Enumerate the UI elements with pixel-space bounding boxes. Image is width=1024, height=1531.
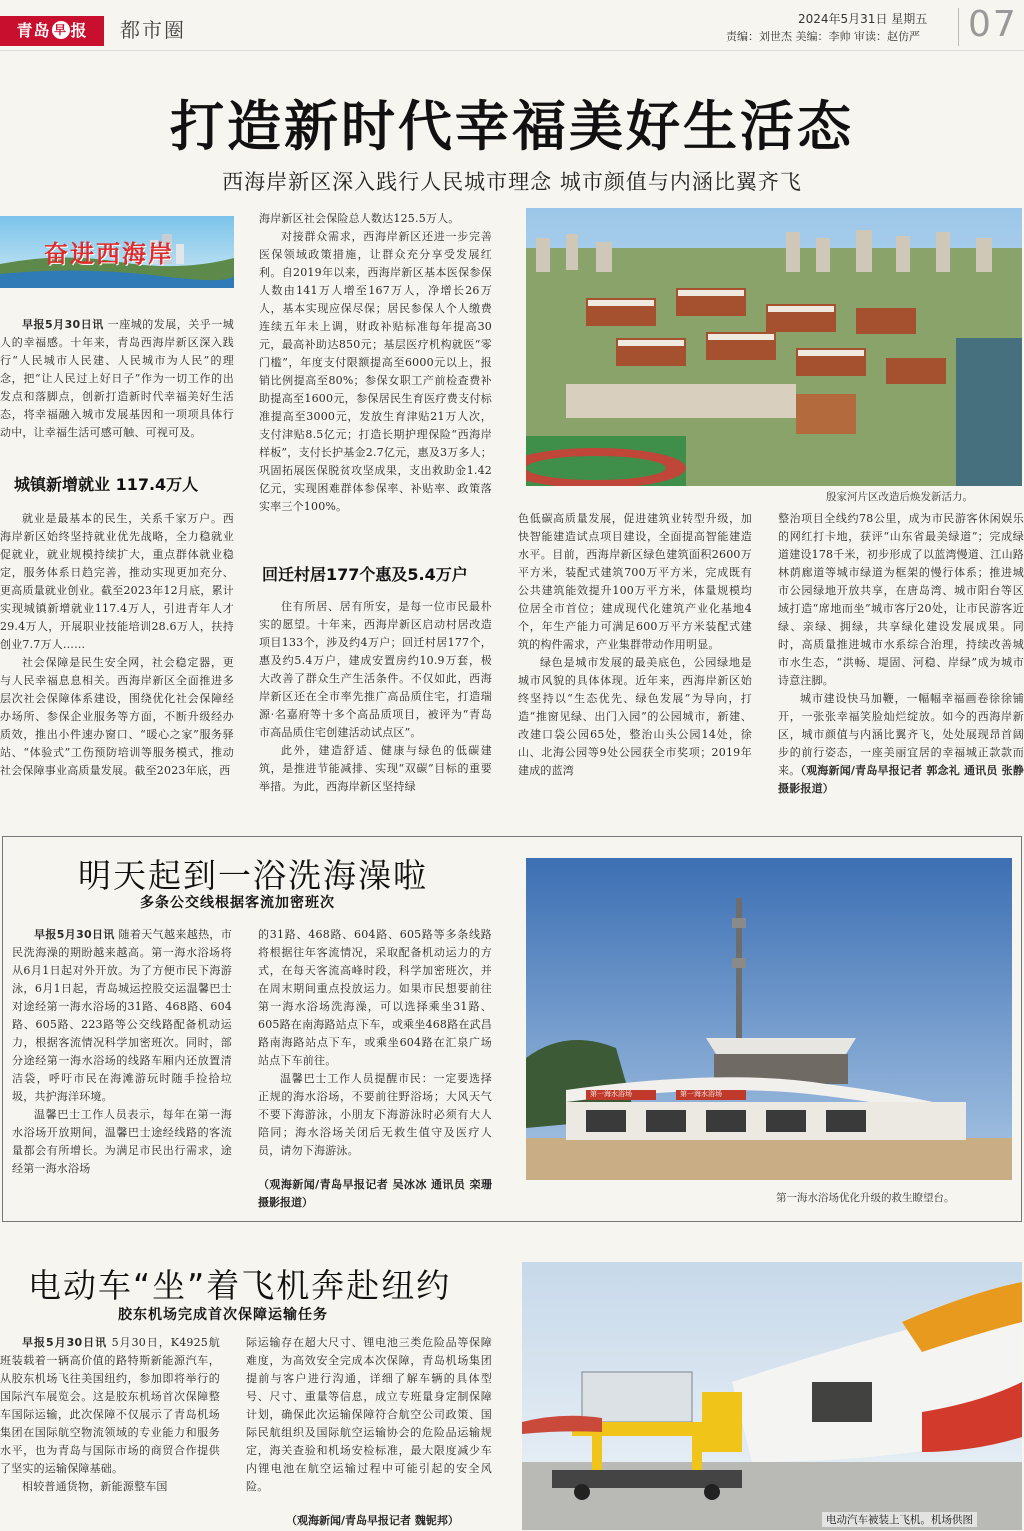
beach-lead: 早报5月30日讯 [34, 928, 115, 941]
masthead-divider [958, 8, 959, 46]
beach-col1: 早报5月30日讯 随着天气越来越热，市民洗海澡的期盼越来越高。第一海水浴场将从6月1日起对外开放。为了方便市民下海游泳，6月1日起，青岛城运控股交运温馨巴士对途经第一海水浴场的31路、468路、604路、605路、223路等公交线路配备机动运力，根据客流情况科学加密班次。同时，部分途经第一海水浴场的线路车厢内还放置清洁袋，呼吁市民在海滩游玩时随手捡拾垃圾，共护海洋环境。 温馨巴士工作人员表示，每年在第一海水浴场开放期间，温馨巴士途经线路的客流量都会有所增长。为满足市民出行需求，途经第一海水浴场 [12, 928, 232, 1175]
feature-photo [526, 208, 1022, 486]
airport-col2: 际运输存在超大尺寸、锂电池三类危险品等保障难度，为高效安全完成本次保障，青岛机场集团提前与客户进行沟通，详细了解车辆的具体型号、尺寸、重量等信息，成立专班量身定制保障计划，确保此次运输保障符合航空公司政策、国际民航组织及国际航空运输协会的危险品运输规定，海关查验和机场安检标准，最大限度减少车内锂电池在航空运输过程中可能引起的安全风险。 [246, 1336, 492, 1493]
feature-subheadline: 西海岸新区深入践行人民城市理念 城市颜值与内涵比翼齐飞 [222, 170, 802, 194]
logo-badge: 早 [52, 21, 70, 39]
lifeguard-tower-graphic [526, 858, 1012, 1180]
beach-photo-caption: 第一海水浴场优化升级的救生瞭望台。 [776, 1192, 955, 1204]
feature-col3-body: 色低碳高质量发展，促进建筑业转型升级，加快智能建造试点项目建设，全面提高智能建造水平。目前，西海岸新区绿色建筑面积2600万平方米，装配式建筑700万平方米，完成既有公共建筑能效提升100万平方米，体量规模均位居全市首位；建成现代化建筑产业化基地4个，年生产能力可满足600万平方米装配式建筑的构件需求，产业集群带动作用明显。 绿色是城市发展的最美底色，公园绿地是城市风貌的具体体现。近年来，西海岸新区始终坚持以“生态优先、绿色发展”为导向，打造“推窗见绿、出门入园”的公园城市，新建、改建口袋公园65处，整治山头公园14处，徐山、北海公园等9处公园获全市奖项；2019年建成的蓝湾 [518, 512, 752, 777]
tower-sign-left: 第一海水浴场 [590, 1090, 632, 1098]
airport-col1: 早报5月30日讯 5月30日，K4925航班装载着一辆高价值的路特斯新能源汽车，从胶东机场飞往美国纽约，参加即将举行的国际汽车展览会。这是胶东机场首次保障整车国际运输，此次保障不仅展示了青岛机场集团在国际航空物流领域的专业能力和服务水平，也为青岛与国际市场的商贸合作提供了坚实的运输保障基础。 相较普通货物，新能源整车国 [0, 1336, 220, 1493]
feature-subhead-employment: 城镇新增就业 117.4万人 [14, 475, 199, 494]
masthead-rule [0, 50, 1024, 51]
beach-photo [526, 858, 1012, 1180]
feature-col2-top: 海岸新区社会保险总人数达125.5万人。 对接群众需求，西海岸新区还进一步完善医保领域政策措施，让群众充分享受发展红利。自2019年以来，西海岸新区基本医保参保人数由141万人增至167万人，净增长26万人，基本实现应保尽保；居民参保人个人缴费连续五年未上调，财政补贴标准每年提高30元，最高补助达850元；基层医疗机构就医“零门槛”，年度支付限额提高至6000元以上，报销比例提高至80%；参保女职工产前检查费补助提高至1600元，参保居民生育医疗费支付标准提高至3000元，发放生育津贴21万人次，支付津贴8.5亿元；打造长期护理保险“西海岸样板”，支付长护基金2.7亿元，惠及3万多人；巩固拓展医保脱贫攻坚成果，支出救助金1.42亿元，实现困难群体参保率、补贴率、政策落实率三个100%。 [259, 212, 492, 513]
cargo-plane-graphic [522, 1262, 1022, 1530]
feature-subhead-housing: 回迁村居177个惠及5.4万户 [262, 565, 468, 584]
feature-lead: 早报5月30日讯 [22, 318, 104, 331]
issue-date: 2024年5月31日 星期五 [798, 12, 928, 26]
feature-byline: （观海新闻/青岛早报记者 郭念礼 通讯员 张静 摄影报道） [778, 764, 1024, 795]
section-title: 都市圈 [120, 18, 186, 42]
beach-byline: （观海新闻/青岛早报记者 吴冰冰 通讯员 栾珊 摄影报道） [258, 1178, 492, 1209]
airport-photo-caption: 电动汽车被装上飞机。机场供图 [822, 1512, 977, 1527]
airport-photo [522, 1262, 1022, 1530]
airport-subheadline: 胶东机场完成首次保障运输任务 [118, 1307, 328, 1323]
tower-sign-right: 第一海水浴场 [680, 1090, 722, 1098]
column-banner [0, 216, 234, 288]
residential-aerial-graphic [526, 208, 1022, 486]
feature-col1-body: 就业是最基本的民生，关系千家万户。西海岸新区始终坚持就业优先战略，全力稳就业促就业，就业规模持续扩大，重点群体就业稳定，服务体系日趋完善，推动实现更加充分、更高质量就业创业。截至2023年12月底，累计实现城镇新增就业117.4万人，引进青年人才29.4万人，开展职业技能培训28.6万人，扶持创业7.7万人…… 社会保障是民生安全网，社会稳定器，更与人民幸福息息相关。西海岸新区全面推进多层次社会保障体系建设，围绕优化社会保障经办场所、参保企业服务等方面，不断升级经办质效，推出小件速办窗口、“暖心之家”服务驿站、“体验式”工伤预防培训等服务模式，推动社会保障事业高质量发展。截至2023年底，西 [0, 512, 234, 777]
feature-headline: 打造新时代幸福美好生活态 [170, 95, 854, 158]
feature-col1-intro: 早报5月30日讯 一座城的发展，关乎一城人的幸福感。十年来，青岛西海岸新区深入践行“人民城市人民建、人民城市为人民”的理念，把“让人民过上好日子”作为一切工作的出发点和落脚点，创新打造新时代幸福美好生活态，将幸福融入城市发展基因和一项项具体行动中，让幸福生活可感可触、可视可及。 [0, 318, 234, 439]
newspaper-logo: 青岛 早 报 [0, 16, 104, 46]
feature-photo-caption: 殷家河片区改造后焕发新活力。 [826, 491, 973, 503]
airport-headline: 电动车“坐”着飞机奔赴纽约 [28, 1266, 452, 1305]
feature-col2-body: 住有所居、居有所安，是每一位市民最朴实的愿望。十年来，西海岸新区启动村居改造项目133个，涉及约4万户；回迁村居177个，惠及约5.4万户，建成安置房约10.9万套，极大改善了群众生产生活条件。不仅如此，西海岸新区还在全市率先推广高品质住宅，打造瑞源·名嘉府等十多个高品质项目，被评为“青岛市高品质住宅创建活动试点区”。 此外，建造舒适、健康与绿色的低碳建筑，是推进节能减排、实现“双碳”目标的重要举措。为此，西海岸新区坚持绿 [259, 600, 492, 793]
beach-subheadline: 多条公交线根据客流加密班次 [140, 895, 335, 911]
beach-headline: 明天起到一浴洗海澡啦 [78, 856, 428, 895]
feature-col4-body: 整治项目全线约78公里，成为市民游客休闲娱乐的网红打卡地，获评“山东省最美绿道”；完成绿道建设178千米，初步形成了以蓝湾慢道、江山路林荫廊道等城市绿道为框架的慢行体系；推进城市公园绿地开放共享，在唐岛湾、城市阳台等区域打造“席地而坐”城市客厅20处，让市民游客近绿、亲绿、拥绿，共享绿化建设发展成果。同时，高质量推进城市水系综合治理，持续改善城市水生态，“洪畅、堤固、河稳、岸绿”成为城市诗意注脚。 城市建设快马加鞭，一幅幅幸福画卷徐徐铺开，一张张幸福笑脸灿烂绽放。如今的西海岸新区，城市颜值与内涵比翼齐飞，处处展现昂首阔步的前行姿态，一座美丽宜居的幸福城正款款而来。（观海新闻/青岛早报记者 郭念礼 通讯员 张静 摄影报道） [778, 512, 1024, 795]
airport-byline: （观海新闻/青岛早报记者 魏铌邦） [286, 1514, 459, 1527]
airport-lead: 早报5月30日讯 [22, 1336, 108, 1349]
banner-text: 奋进西海岸 [44, 240, 174, 268]
editor-credits: 责编：刘世杰 美编：李帅 审读：赵仿严 [726, 30, 920, 43]
page-number: 07 [968, 4, 1018, 45]
beach-col2: 的31路、468路、604路、605路等多条线路将根据往年客流情况，采取配备机动运力的方式，在每天客流高峰时段，科学加密班次，并在周末期间重点投放运力。如果市民想要前往第一海水浴场洗海澡，可以选择乘坐31路、605路在南海路站点下车，或乘坐468路在武昌路南海路站点下车，或乘坐604路在汇泉广场站点下车前往。 温馨巴士工作人员提醒市民：一定要选择正规的海水浴场，不要前往野浴场；大风天气不要下海游泳，小朋友下海游泳时必须有大人陪同；海水浴场关闭后无救生值守及医疗人员，请勿下海游泳。 [258, 928, 492, 1157]
